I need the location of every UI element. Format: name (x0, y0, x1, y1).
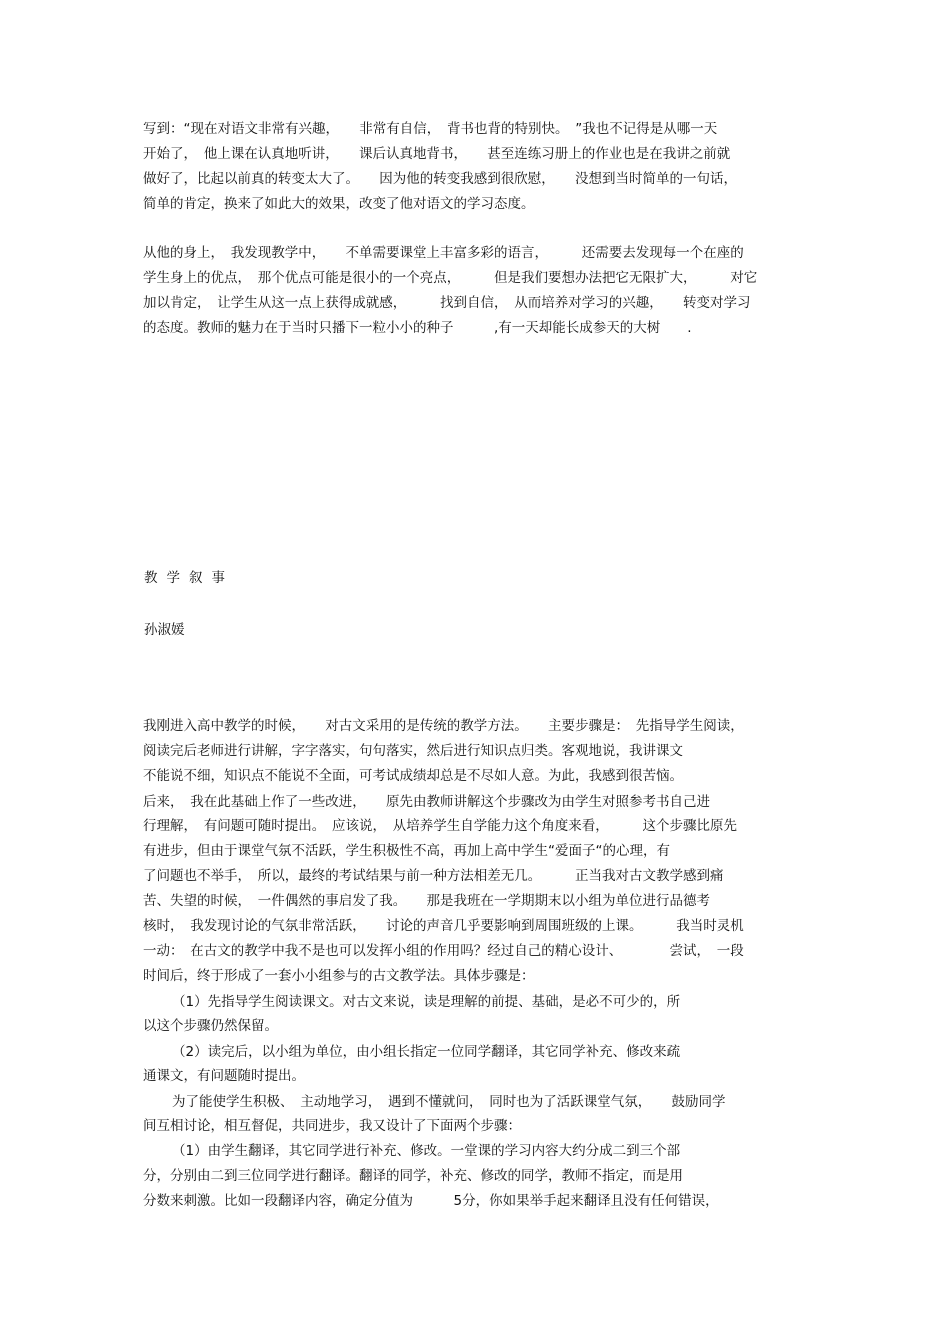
paragraph-line: 间互相讨论，相互督促，共同进步，我又设计了下面两个步骤： (143, 1118, 521, 1134)
document-title: 教学叙事 (144, 570, 234, 586)
paragraph-line: 有进步，但由于课堂气氛不活跃，学生积极性不高，再加上高中学生“爱面子“的心理，有 (143, 843, 670, 859)
paragraph-line: 不能说不细，知识点不能说不全面，可考试成绩却总是不尽如人意。为此，我感到很苦恼。 (143, 768, 683, 784)
paragraph-line: 以这个步骤仍然保留。 (143, 1018, 278, 1034)
author-name: 孙淑媛 (144, 622, 185, 638)
paragraph-line: 核时， 我发现讨论的气氛非常活跃， 讨论的声音几乎要影响到周围班级的上课。 我当时灵机 (143, 918, 744, 934)
paragraph-line: 写到：“现在对语文非常有兴趣， 非常有自信， 背书也背的特别快。 ”我也不记得是从哪一天 (143, 121, 718, 137)
paragraph-line: 了问题也不举手， 所以，最终的考试结果与前一种方法相差无几。 正当我对古文教学感到痛 (143, 868, 724, 884)
paragraph-line: 苦、失望的时候， 一件偶然的事启发了我。 那是我班在一学期期末以小组为单位进行品德考 (143, 893, 710, 909)
paragraph-line: 后来， 我在此基础上作了一些改进， 原先由教师讲解这个步骤改为由学生对照参考书自己进 (143, 794, 710, 810)
paragraph-line: 简单的肯定，换来了如此大的效果，改变了他对语文的学习态度。 (143, 196, 535, 212)
list-item-line: （1）由学生翻译，其它同学进行补充、修改。一堂课的学习内容大约分成二到三个部 (172, 1143, 681, 1159)
paragraph-line: 学生身上的优点， 那个优点可能是很小的一个亮点， 但是我们要想办法把它无限扩大， 对它 (143, 270, 758, 286)
paragraph-line: 我刚进入高中教学的时候， 对古文采用的是传统的教学方法。 主要步骤是： 先指导学生阅读， (143, 718, 744, 734)
paragraph-line: 时间后，终于形成了一套小小组参与的古文教学法。具体步骤是： (143, 968, 535, 984)
paragraph-line: 从他的身上， 我发现教学中， 不单需要课堂上丰富多彩的语言， 还需要去发现每一个在座的 (143, 245, 744, 261)
list-item-line: （1）先指导学生阅读课文。对古文来说，读是理解的前提、基础，是必不可少的，所 (172, 994, 681, 1010)
paragraph-line: 做好了，比起以前真的转变太大了。 因为他的转变我感到很欣慰， 没想到当时简单的一句话， (143, 171, 737, 187)
paragraph-line: 的态度。教师的魅力在于当时只播下一粒小小的种子 ,有一天却能长成参天的大树 . (143, 320, 692, 336)
paragraph-line: 开始了， 他上课在认真地听讲， 课后认真地背书， 甚至连练习册上的作业也是在我讲之前就 (143, 146, 731, 162)
list-item-line: （2）读完后，以小组为单位，由小组长指定一位同学翻译，其它同学补充、修改来疏 (172, 1044, 681, 1060)
paragraph-line: 为了能使学生积极、 主动地学习， 遇到不懂就问， 同时也为了活跃课堂气氛， 鼓励同学 (172, 1094, 726, 1110)
paragraph-line: 分，分别由二到三位同学进行翻译。翻译的同学，补充、修改的同学，教师不指定，而是用 (143, 1168, 683, 1184)
paragraph-line: 通课文，有问题随时提出。 (143, 1068, 305, 1084)
paragraph-line: 加以肯定， 让学生从这一点上获得成就感， 找到自信， 从而培养对学习的兴趣， 转变对学习 (143, 295, 751, 311)
paragraph-line: 分数来刺激。比如一段翻译内容，确定分值为 5分，你如果举手起来翻译且没有任何错误， (143, 1193, 719, 1209)
paragraph-line: 阅读完后老师进行讲解，字字落实，句句落实，然后进行知识点归类。客观地说，我讲课文 (143, 743, 683, 759)
paragraph-line: 一动： 在古文的教学中我不是也可以发挥小组的作用吗？经过自己的精心设计、 尝试， 一段 (143, 943, 744, 959)
paragraph-line: 行理解， 有问题可随时提出。 应该说， 从培养学生自学能力这个角度来看， 这个步骤比原先 (143, 818, 737, 834)
